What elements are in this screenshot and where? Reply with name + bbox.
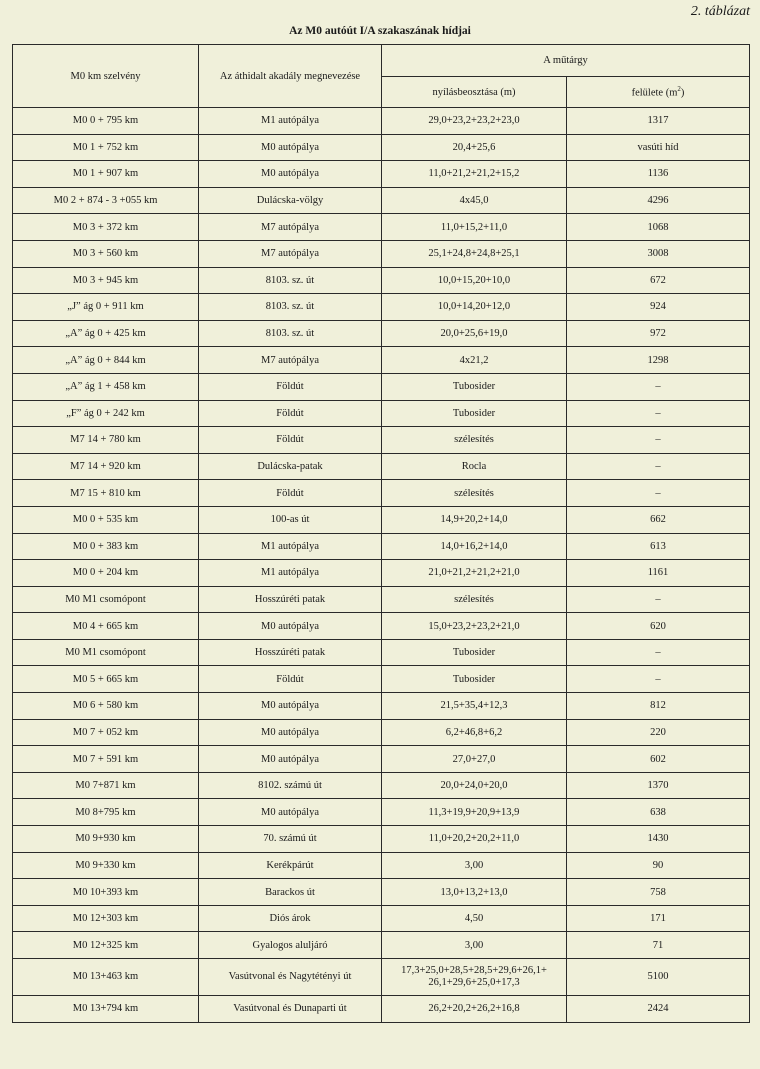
cell-nyilasbeosztas: 3,00 bbox=[382, 932, 567, 959]
table-row bbox=[13, 693, 750, 720]
cell-felulete: 662 bbox=[567, 506, 750, 533]
cell-akadaly: Dulácska-völgy bbox=[199, 187, 382, 214]
cell-km-szelveny: M0 M1 csomópont bbox=[13, 586, 199, 613]
cell-felulete: vasúti híd bbox=[567, 134, 750, 161]
cell-felulete: 613 bbox=[567, 533, 750, 560]
cell-felulete: 638 bbox=[567, 799, 750, 826]
table-row bbox=[13, 240, 750, 267]
cell-akadaly: Földút bbox=[199, 666, 382, 693]
cell-km-szelveny: M7 15 + 810 km bbox=[13, 480, 199, 507]
cell-nyilasbeosztas: Tubosider bbox=[382, 400, 567, 427]
cell-km-szelveny: M0 9+330 km bbox=[13, 852, 199, 879]
table-row bbox=[13, 347, 750, 374]
cell-km-szelveny: M0 2 + 874 - 3 +055 km bbox=[13, 187, 199, 214]
cell-felulete: 812 bbox=[567, 693, 750, 720]
cell-km-szelveny: M0 6 + 580 km bbox=[13, 693, 199, 720]
cell-felulete: 3008 bbox=[567, 240, 750, 267]
table-body bbox=[13, 108, 750, 1023]
cell-km-szelveny: M0 3 + 372 km bbox=[13, 214, 199, 241]
table-row bbox=[13, 506, 750, 533]
cell-akadaly: Hosszúréti patak bbox=[199, 586, 382, 613]
cell-felulete: – bbox=[567, 400, 750, 427]
cell-felulete: 924 bbox=[567, 294, 750, 321]
cell-akadaly: 70. számú út bbox=[199, 826, 382, 853]
cell-km-szelveny: M7 14 + 780 km bbox=[13, 427, 199, 454]
cell-felulete: 1317 bbox=[567, 108, 750, 135]
cell-km-szelveny: M0 4 + 665 km bbox=[13, 613, 199, 640]
cell-nyilasbeosztas: 6,2+46,8+6,2 bbox=[382, 719, 567, 746]
table-row bbox=[13, 267, 750, 294]
cell-akadaly: M0 autópálya bbox=[199, 613, 382, 640]
table-row bbox=[13, 932, 750, 959]
table-row bbox=[13, 187, 750, 214]
table-row bbox=[13, 427, 750, 454]
cell-km-szelveny: M0 0 + 383 km bbox=[13, 533, 199, 560]
cell-km-szelveny: M7 14 + 920 km bbox=[13, 453, 199, 480]
cell-nyilasbeosztas: 4x21,2 bbox=[382, 347, 567, 374]
table-row bbox=[13, 719, 750, 746]
cell-nyilasbeosztas: 4,50 bbox=[382, 905, 567, 932]
cell-nyilasbeosztas: 4x45,0 bbox=[382, 187, 567, 214]
table-row bbox=[13, 108, 750, 135]
cell-nyilasbeosztas: 20,0+25,6+19,0 bbox=[382, 320, 567, 347]
cell-akadaly: M1 autópálya bbox=[199, 560, 382, 587]
cell-km-szelveny: M0 13+463 km bbox=[13, 959, 199, 996]
cell-felulete: – bbox=[567, 480, 750, 507]
table-row bbox=[13, 826, 750, 853]
cell-nyilasbeosztas: 25,1+24,8+24,8+25,1 bbox=[382, 240, 567, 267]
cell-nyilasbeosztas: 11,0+21,2+21,2+15,2 bbox=[382, 161, 567, 188]
cell-akadaly: Gyalogos aluljáró bbox=[199, 932, 382, 959]
cell-felulete: 220 bbox=[567, 719, 750, 746]
table-row bbox=[13, 134, 750, 161]
cell-felulete: 1136 bbox=[567, 161, 750, 188]
bridges-table bbox=[12, 44, 750, 1023]
cell-nyilasbeosztas: Tubosider bbox=[382, 666, 567, 693]
table-row bbox=[13, 453, 750, 480]
cell-nyilasbeosztas: 11,3+19,9+20,9+13,9 bbox=[382, 799, 567, 826]
table-title: Az M0 autóút I/A szakaszának hídjai bbox=[289, 25, 471, 37]
cell-felulete: 672 bbox=[567, 267, 750, 294]
cell-akadaly: 8103. sz. út bbox=[199, 294, 382, 321]
cell-akadaly: 8103. sz. út bbox=[199, 267, 382, 294]
cell-km-szelveny: M0 0 + 535 km bbox=[13, 506, 199, 533]
cell-felulete: 1430 bbox=[567, 826, 750, 853]
cell-akadaly: Vasútvonal és Dunaparti út bbox=[199, 996, 382, 1023]
cell-km-szelveny: M0 12+303 km bbox=[13, 905, 199, 932]
cell-akadaly: Kerékpárút bbox=[199, 852, 382, 879]
table-row bbox=[13, 666, 750, 693]
cell-nyilasbeosztas: 11,0+20,2+20,2+11,0 bbox=[382, 826, 567, 853]
cell-nyilasbeosztas: 17,3+25,0+28,5+28,5+29,6+26,1+ 26,1+29,6+25,0+17,3 bbox=[382, 959, 567, 996]
cell-felulete: 171 bbox=[567, 905, 750, 932]
cell-km-szelveny: „A” ág 1 + 458 km bbox=[13, 373, 199, 400]
cell-km-szelveny: M0 7 + 591 km bbox=[13, 746, 199, 773]
table-row bbox=[13, 533, 750, 560]
table-row bbox=[13, 852, 750, 879]
cell-akadaly: Diós árok bbox=[199, 905, 382, 932]
cell-nyilasbeosztas: 15,0+23,2+23,2+21,0 bbox=[382, 613, 567, 640]
cell-akadaly: Földút bbox=[199, 373, 382, 400]
cell-km-szelveny: „J” ág 0 + 911 km bbox=[13, 294, 199, 321]
cell-nyilasbeosztas: 10,0+15,20+10,0 bbox=[382, 267, 567, 294]
table-row bbox=[13, 799, 750, 826]
cell-nyilasbeosztas: 3,00 bbox=[382, 852, 567, 879]
table-row bbox=[13, 959, 750, 996]
table-row bbox=[13, 294, 750, 321]
cell-akadaly: M0 autópálya bbox=[199, 746, 382, 773]
cell-nyilasbeosztas: Tubosider bbox=[382, 373, 567, 400]
cell-km-szelveny: M0 3 + 945 km bbox=[13, 267, 199, 294]
cell-nyilasbeosztas: 14,9+20,2+14,0 bbox=[382, 506, 567, 533]
cell-akadaly: M0 autópálya bbox=[199, 161, 382, 188]
header-akadaly: Az áthidalt akadály megnevezése bbox=[199, 45, 382, 108]
cell-km-szelveny: M0 8+795 km bbox=[13, 799, 199, 826]
table-row bbox=[13, 996, 750, 1023]
cell-felulete: – bbox=[567, 586, 750, 613]
cell-felulete: 1370 bbox=[567, 772, 750, 799]
cell-akadaly: Földút bbox=[199, 427, 382, 454]
cell-nyilasbeosztas: 11,0+15,2+11,0 bbox=[382, 214, 567, 241]
cell-felulete: 1298 bbox=[567, 347, 750, 374]
cell-felulete: – bbox=[567, 666, 750, 693]
cell-km-szelveny: M0 7+871 km bbox=[13, 772, 199, 799]
table-row bbox=[13, 373, 750, 400]
cell-km-szelveny: M0 1 + 752 km bbox=[13, 134, 199, 161]
table-row bbox=[13, 613, 750, 640]
cell-nyilasbeosztas: szélesítés bbox=[382, 427, 567, 454]
cell-felulete: – bbox=[567, 453, 750, 480]
cell-akadaly: M7 autópálya bbox=[199, 347, 382, 374]
cell-akadaly: M0 autópálya bbox=[199, 799, 382, 826]
cell-akadaly: M7 autópálya bbox=[199, 214, 382, 241]
table-row bbox=[13, 586, 750, 613]
cell-felulete: 90 bbox=[567, 852, 750, 879]
cell-felulete: 5100 bbox=[567, 959, 750, 996]
cell-akadaly: Barackos út bbox=[199, 879, 382, 906]
header-mutargy-group: A műtárgy bbox=[382, 45, 750, 77]
cell-nyilasbeosztas: 27,0+27,0 bbox=[382, 746, 567, 773]
cell-akadaly: Hosszúréti patak bbox=[199, 639, 382, 666]
cell-nyilasbeosztas: 14,0+16,2+14,0 bbox=[382, 533, 567, 560]
cell-akadaly: 100-as út bbox=[199, 506, 382, 533]
table-row bbox=[13, 746, 750, 773]
cell-km-szelveny: M0 3 + 560 km bbox=[13, 240, 199, 267]
cell-nyilasbeosztas: 10,0+14,20+12,0 bbox=[382, 294, 567, 321]
cell-felulete: 620 bbox=[567, 613, 750, 640]
cell-felulete: 758 bbox=[567, 879, 750, 906]
cell-felulete: 2424 bbox=[567, 996, 750, 1023]
cell-akadaly: M0 autópálya bbox=[199, 134, 382, 161]
cell-akadaly: Földút bbox=[199, 480, 382, 507]
cell-felulete: – bbox=[567, 373, 750, 400]
cell-akadaly: Vasútvonal és Nagytétényi út bbox=[199, 959, 382, 996]
table-number-label: 2. táblázat bbox=[690, 4, 750, 19]
cell-km-szelveny: „A” ág 0 + 425 km bbox=[13, 320, 199, 347]
header-nyilasbeosztas: nyílásbeosztása (m) bbox=[382, 77, 567, 108]
cell-nyilasbeosztas: 21,0+21,2+21,2+21,0 bbox=[382, 560, 567, 587]
cell-km-szelveny: „A” ág 0 + 844 km bbox=[13, 347, 199, 374]
cell-nyilasbeosztas: 20,0+24,0+20,0 bbox=[382, 772, 567, 799]
table-row bbox=[13, 400, 750, 427]
cell-akadaly: 8103. sz. út bbox=[199, 320, 382, 347]
cell-km-szelveny: M0 9+930 km bbox=[13, 826, 199, 853]
cell-felulete: – bbox=[567, 427, 750, 454]
cell-nyilasbeosztas: 20,4+25,6 bbox=[382, 134, 567, 161]
table-row bbox=[13, 560, 750, 587]
cell-km-szelveny: M0 5 + 665 km bbox=[13, 666, 199, 693]
table-row bbox=[13, 879, 750, 906]
cell-akadaly: M7 autópálya bbox=[199, 240, 382, 267]
cell-nyilasbeosztas: 26,2+20,2+26,2+16,8 bbox=[382, 996, 567, 1023]
cell-felulete: 1068 bbox=[567, 214, 750, 241]
cell-km-szelveny: M0 M1 csomópont bbox=[13, 639, 199, 666]
cell-akadaly: M0 autópálya bbox=[199, 693, 382, 720]
cell-km-szelveny: M0 7 + 052 km bbox=[13, 719, 199, 746]
table-row bbox=[13, 480, 750, 507]
table-row bbox=[13, 772, 750, 799]
cell-akadaly: M1 autópálya bbox=[199, 108, 382, 135]
cell-nyilasbeosztas: 21,5+35,4+12,3 bbox=[382, 693, 567, 720]
header-km-szelveny: M0 km szelvény bbox=[13, 45, 199, 108]
cell-akadaly: Földút bbox=[199, 400, 382, 427]
header-felulete: felülete $(m^2)$ bbox=[567, 77, 750, 108]
table-row bbox=[13, 639, 750, 666]
cell-felulete: 71 bbox=[567, 932, 750, 959]
cell-akadaly: M1 autópálya bbox=[199, 533, 382, 560]
cell-akadaly: Dulácska-patak bbox=[199, 453, 382, 480]
cell-nyilasbeosztas: 29,0+23,2+23,2+23,0 bbox=[382, 108, 567, 135]
cell-km-szelveny: M0 0 + 204 km bbox=[13, 560, 199, 587]
cell-nyilasbeosztas: 13,0+13,2+13,0 bbox=[382, 879, 567, 906]
cell-nyilasbeosztas: szélesítés bbox=[382, 586, 567, 613]
cell-felulete: 1161 bbox=[567, 560, 750, 587]
cell-felulete: 4296 bbox=[567, 187, 750, 214]
table-row bbox=[13, 905, 750, 932]
cell-nyilasbeosztas: szélesítés bbox=[382, 480, 567, 507]
cell-km-szelveny: M0 10+393 km bbox=[13, 879, 199, 906]
cell-nyilasbeosztas: Rocla bbox=[382, 453, 567, 480]
cell-km-szelveny: M0 13+794 km bbox=[13, 996, 199, 1023]
cell-km-szelveny: M0 1 + 907 km bbox=[13, 161, 199, 188]
cell-felulete: – bbox=[567, 639, 750, 666]
cell-akadaly: 8102. számú út bbox=[199, 772, 382, 799]
cell-km-szelveny: „F” ág 0 + 242 km bbox=[13, 400, 199, 427]
cell-km-szelveny: M0 0 + 795 km bbox=[13, 108, 199, 135]
cell-akadaly: M0 autópálya bbox=[199, 719, 382, 746]
table-row bbox=[13, 214, 750, 241]
cell-felulete: 972 bbox=[567, 320, 750, 347]
table-row bbox=[13, 320, 750, 347]
cell-nyilasbeosztas: Tubosider bbox=[382, 639, 567, 666]
table-row bbox=[13, 161, 750, 188]
cell-felulete: 602 bbox=[567, 746, 750, 773]
cell-km-szelveny: M0 12+325 km bbox=[13, 932, 199, 959]
